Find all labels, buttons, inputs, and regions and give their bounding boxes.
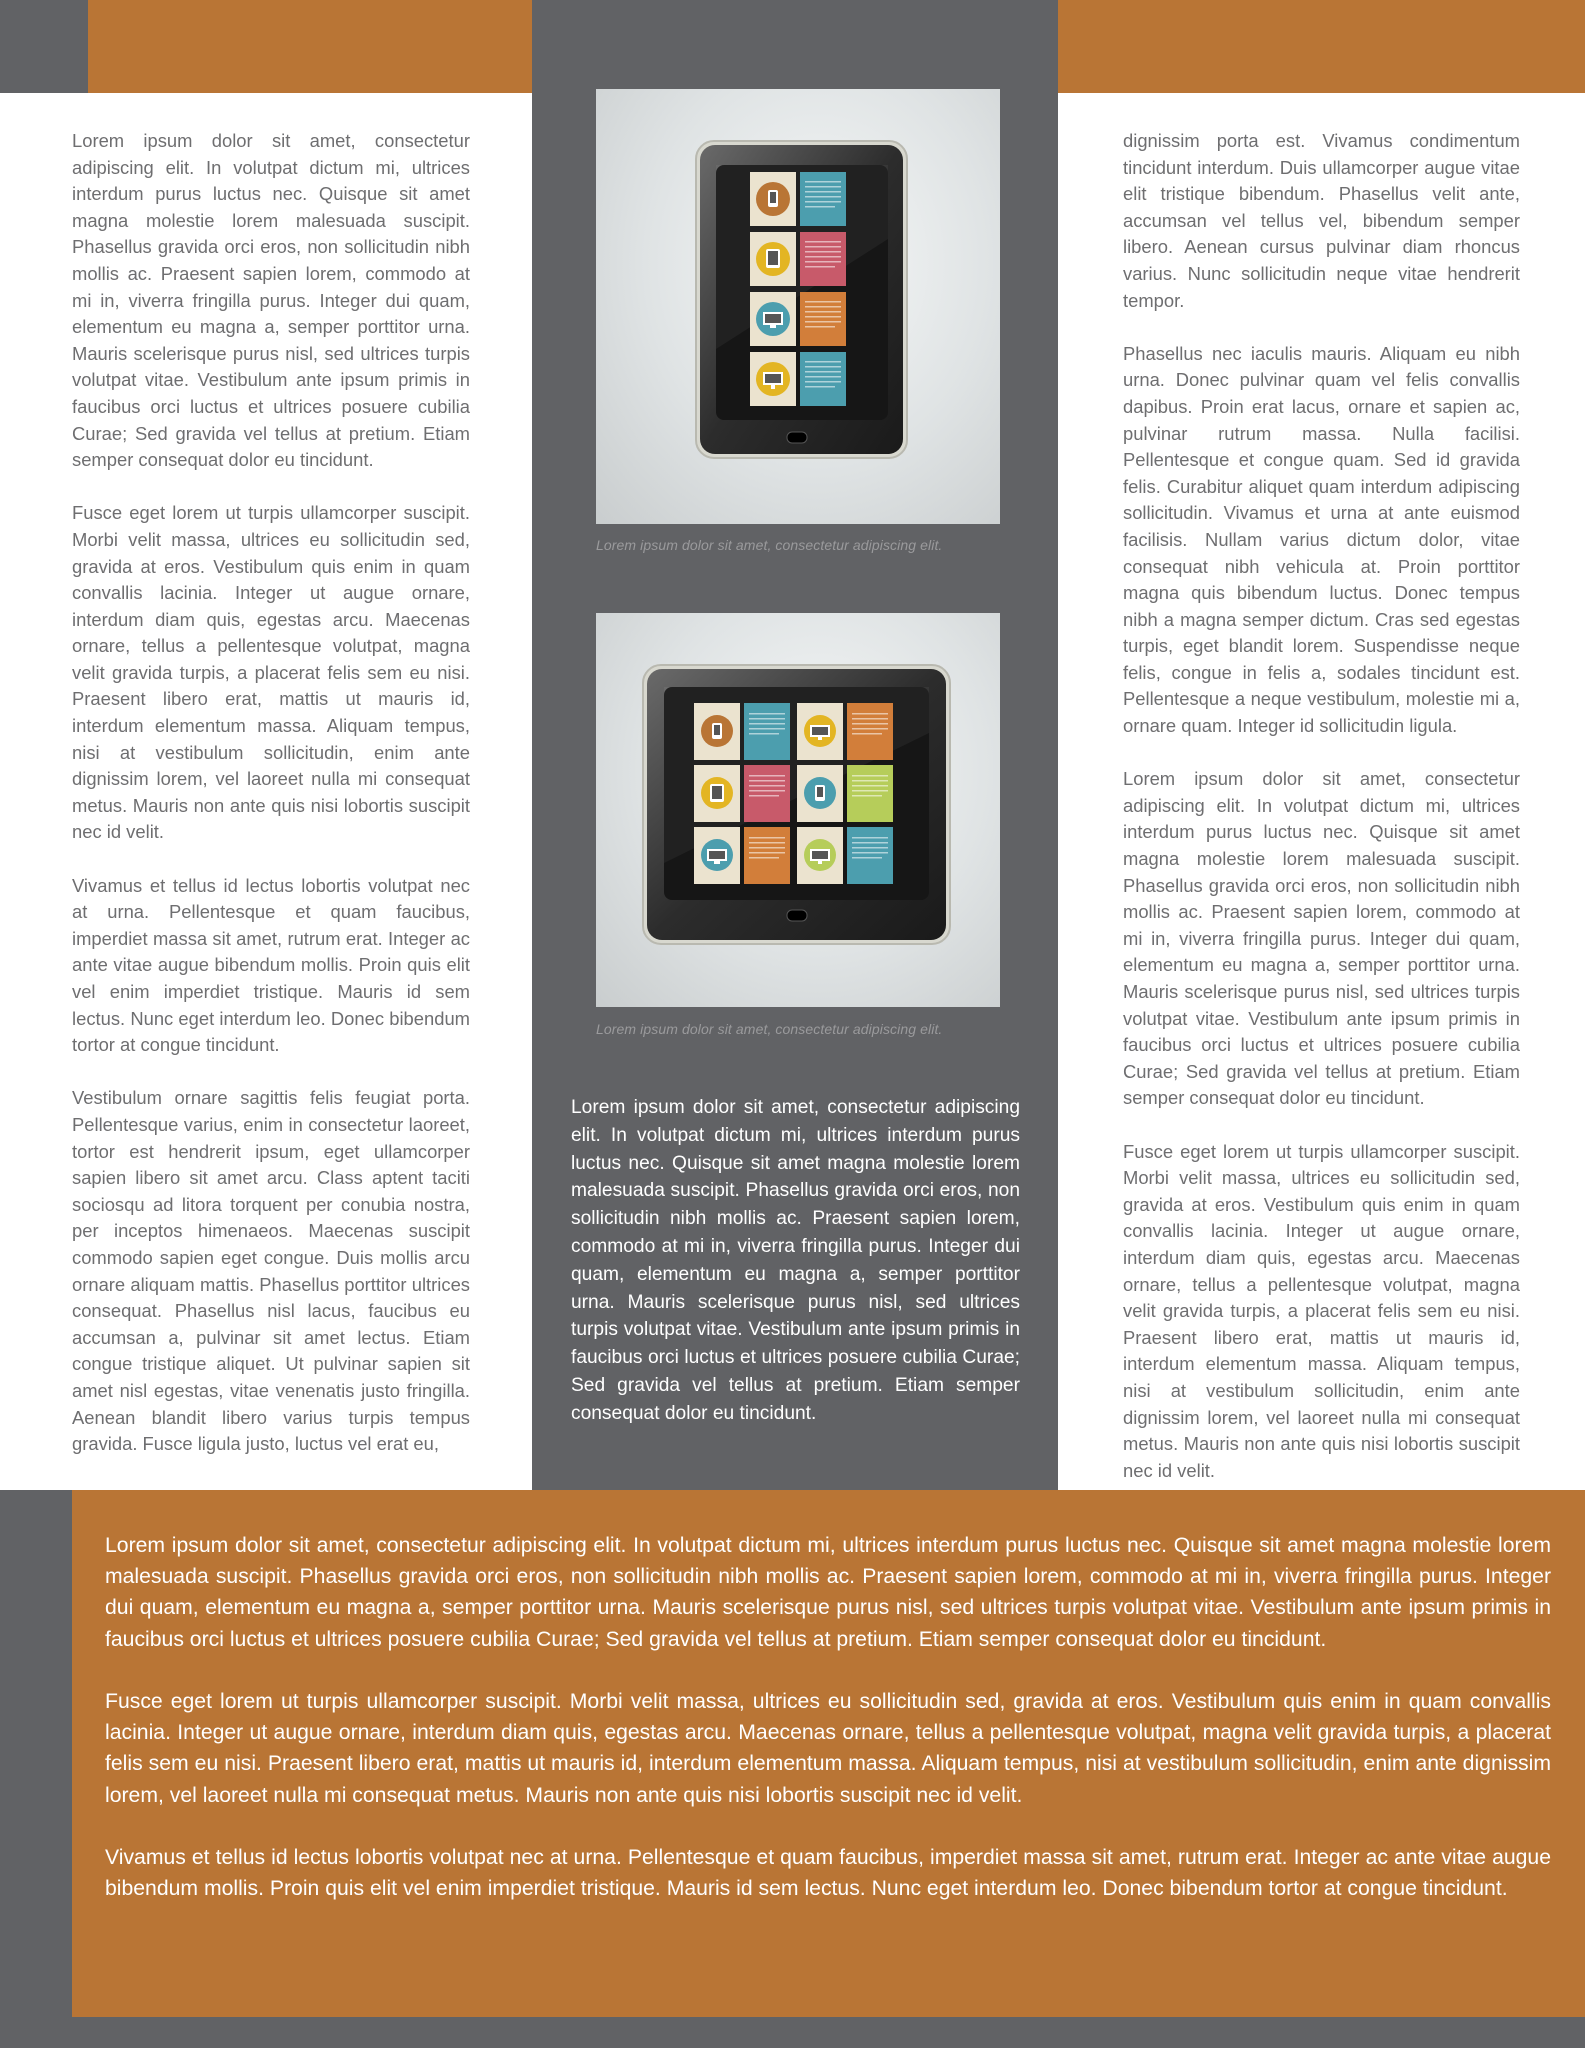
tablet-icon — [766, 249, 780, 268]
right-paragraph-4: Fusce eget lorem ut turpis ullamcorper suscipit. Morbi velit massa, ultrices eu sollicitudin sed, gravida at eros. Vestibulum quis enim in quam convallis lacinia. Integer ut augue ornare, interdum diam quis, egestas arcu. Maecenas ornare, tellus a pellentesque volutpat, magna velit gravida turpis, a placerat felis sem eu nisi. Praesent libero erat, mattis ut mauris id, interdum elementum massa. Aliquam tempus, nisi at vestibulum sollicitudin, enim ante dignissim lorem, vel laoreet nulla mi consequat metus. Mauris non ante quis nisi lobortis suscipit nec id velit. — [1123, 1140, 1520, 1481]
top-band-grey — [0, 0, 88, 93]
tablet-portrait-illustration — [596, 89, 1000, 524]
right-paragraph-1: dignissim porta est. Vivamus condimentum tincidunt interdum. Duis ullamcorper augue vitae elit tristique bibendum. Phasellus velit ante, accumsan vel tellus vel, bibendum semper libero. Aenean cursus pulvinar diam rhoncus varius. Nunc sollicitudin neque vitae hendrerit tempor. — [1123, 130, 1520, 311]
bottom-paragraph-3: Vivamus et tellus id lectus lobortis volutpat nec at urna. Pellentesque et quam faucibus, imperdiet massa sit amet, rutrum erat. Integer ac ante vitae augue bibendum mollis. Proin quis elit vel enim imperdiet tristique. Mauris id sem lectus. Nunc eget interdum leo. Donec bibendum tortor at congue tincidunt. — [105, 1846, 1551, 1901]
right-text-column — [1123, 128, 1520, 1511]
bottom-paragraph-2: Fusce eget lorem ut turpis ullamcorper suscipit. Morbi velit massa, ultrices eu sollicitudin sed, gravida at eros. Vestibulum quis enim in quam convallis lacinia. Integer ut augue ornare, interdum diam quis, egestas arcu. Maecenas ornare, tellus a pellentesque volutpat, magna velit gravida turpis, a placerat felis sem eu nisi. Praesent libero erat, mattis ut mauris id, interdum elementum massa. Aliquam tempus, nisi at vestibulum sollicitudin, enim ante dignissim lorem, vel laoreet nulla mi consequat metus. Mauris non ante quis nisi lobortis suscipit nec id velit. — [105, 1690, 1551, 1807]
smartphone-icon — [712, 723, 722, 739]
top-band-orange-left — [88, 0, 532, 93]
tablet-landscape-image — [596, 613, 1000, 1007]
left-paragraph-3: Vivamus et tellus id lectus lobortis volutpat nec at urna. Pellentesque et quam faucibus, imperdiet massa sit amet, rutrum erat. Integer ac ante vitae augue bibendum mollis. Proin quis elit vel enim imperdiet tristique. Mauris id sem lectus. Nunc eget interdum leo. Donec bibendum tortor at congue tincidunt. — [72, 874, 470, 1056]
bottom-text-block — [105, 1530, 1551, 1936]
image-caption-2: Lorem ipsum dolor sit amet, consectetur adipiscing elit. — [596, 1021, 943, 1037]
top-band-orange-right — [1058, 0, 1585, 93]
smartphone-icon — [768, 190, 778, 207]
bottom-paragraph-1: Lorem ipsum dolor sit amet, consectetur adipiscing elit. In volutpat dictum mi, ultrices interdum purus luctus nec. Quisque sit amet magna molestie lorem malesuada suscipit. Phasellus gravida orci eros, non sollicitudin nibh mollis ac. Praesent sapien lorem, commodo at mi in, viverra fringilla purus. Integer dui quam, elementum eu magna a, semper porttitor urna. Mauris scelerisque purus nisl, sed ultrices turpis volutpat vitae. Vestibulum ante ipsum primis in faucibus orci luctus et ultrices posuere cubilia Curae; Sed gravida vel tellus at pretium. Etiam semper consequat dolor eu tincidunt. — [105, 1534, 1551, 1651]
center-text-block — [571, 1094, 1020, 1428]
right-paragraph-3: Lorem ipsum dolor sit amet, consectetur adipiscing elit. In volutpat dictum mi, ultrices interdum purus luctus nec. Quisque sit amet magna molestie lorem malesuada suscipit. Phasellus gravida orci eros, non sollicitudin nibh mollis ac. Praesent sapien lorem, commodo at mi in, viverra fringilla purus. Integer dui quam, elementum eu magna a, semper porttitor urna. Mauris scelerisque purus nisl, sed ultrices turpis volutpat vitae. Vestibulum ante ipsum primis in faucibus orci luctus et ultrices posuere cubilia Curae; Sed gravida vel tellus at pretium. Etiam semper consequat dolor eu tincidunt. — [1123, 768, 1520, 1109]
smartphone-icon — [815, 785, 825, 801]
tablet-landscape-illustration — [596, 613, 1000, 1007]
left-paragraph-4: Vestibulum ornare sagittis felis feugiat porta. Pellentesque varius, enim in consectetur laoreet, tortor est hendrerit ipsum, eget ullamcorper sapien libero sit amet arcu. Class aptent taciti sociosqu ad litora torquent per conubia nostra, per inceptos himenaeos. Maecenas suscipit commodo sapien eget congue. Duis mollis arcu ornare aliquam mattis. Phasellus porttitor ultrices consequat. Phasellus nisl lacus, faucibus eu accumsan a, pulvinar sit amet lectus. Etiam congue tristique aliquet. Ut pulvinar sapien sit amet nisl egestas, vitae venenatis justo fringilla. Aenean blandit libero varius turpis tempus gravida. Fusce ligula justo, luctus vel erat eu, — [72, 1087, 470, 1455]
left-text-column — [72, 128, 470, 1484]
right-paragraph-2: Phasellus nec iaculis mauris. Aliquam eu nibh urna. Donec pulvinar quam vel felis convallis dapibus. Proin erat lacus, ornare et sapien ac, pulvinar rutrum massa. Nulla facilisi. Pellentesque et congue quam. Sed id gravida felis. Curabitur aliquet quam interdum adipiscing sollicitudin. Vivamus et urna at ante euismod facilisis. Nullam varius dictum dolor, vitae consequat nibh vehicula at. Proin porttitor magna quis bibendum luctus. Donec tempus nibh a magna semper dictum. Cras sed egestas turpis, eget blandit lorem. Suspendisse neque felis, congue in felis a, sodales tincidunt est. Pellentesque a neque vestibulum, molestie mi a, ornare quam. Integer id sollicitudin ligula. — [1123, 342, 1520, 737]
tablet-icon — [710, 784, 724, 802]
center-paragraph: Lorem ipsum dolor sit amet, consectetur adipiscing elit. In volutpat dictum mi, ultrices interdum purus luctus nec. Quisque sit amet magna molestie lorem malesuada suscipit. Phasellus gravida orci eros, non sollicitudin nibh mollis ac. Praesent sapien lorem, commodo at mi in, viverra fringilla purus. Integer dui quam, elementum eu magna a, semper porttitor urna. Mauris scelerisque purus nisl, sed ultrices turpis volutpat vitae. Vestibulum ante ipsum primis in faucibus orci luctus et ultrices posuere cubilia Curae; Sed gravida vel tellus at pretium. Etiam semper consequat dolor eu tincidunt. — [571, 1097, 1020, 1424]
tablet-portrait-image — [596, 89, 1000, 524]
left-paragraph-2: Fusce eget lorem ut turpis ullamcorper suscipit. Morbi velit massa, ultrices eu sollicitudin sed, gravida at eros. Vestibulum quis enim in quam convallis lacinia. Integer ut augue ornare, interdum diam quis, egestas arcu. Maecenas ornare, tellus a pellentesque volutpat, magna velit gravida turpis, a placerat felis sem eu nisi. Praesent libero erat, mattis ut mauris id, interdum elementum massa. Aliquam tempus, nisi at vestibulum sollicitudin, enim ante dignissim lorem, vel laoreet nulla mi consequat metus. Mauris non ante quis nisi lobortis suscipit nec id velit. — [72, 502, 470, 843]
left-paragraph-1: Lorem ipsum dolor sit amet, consectetur adipiscing elit. In volutpat dictum mi, ultrices interdum purus luctus nec. Quisque sit amet magna molestie lorem malesuada suscipit. Phasellus gravida orci eros, non sollicitudin nibh mollis ac. Praesent sapien lorem, commodo at mi in, viverra fringilla purus. Integer dui quam, elementum eu magna a, semper porttitor urna. Mauris scelerisque purus nisl, sed ultrices turpis volutpat vitae. Vestibulum ante ipsum primis in faucibus orci luctus et ultrices posuere cubilia Curae; Sed gravida vel tellus at pretium. Etiam semper consequat dolor eu tincidunt. — [72, 130, 470, 471]
image-caption-1: Lorem ipsum dolor sit amet, consectetur adipiscing elit. — [596, 537, 943, 553]
